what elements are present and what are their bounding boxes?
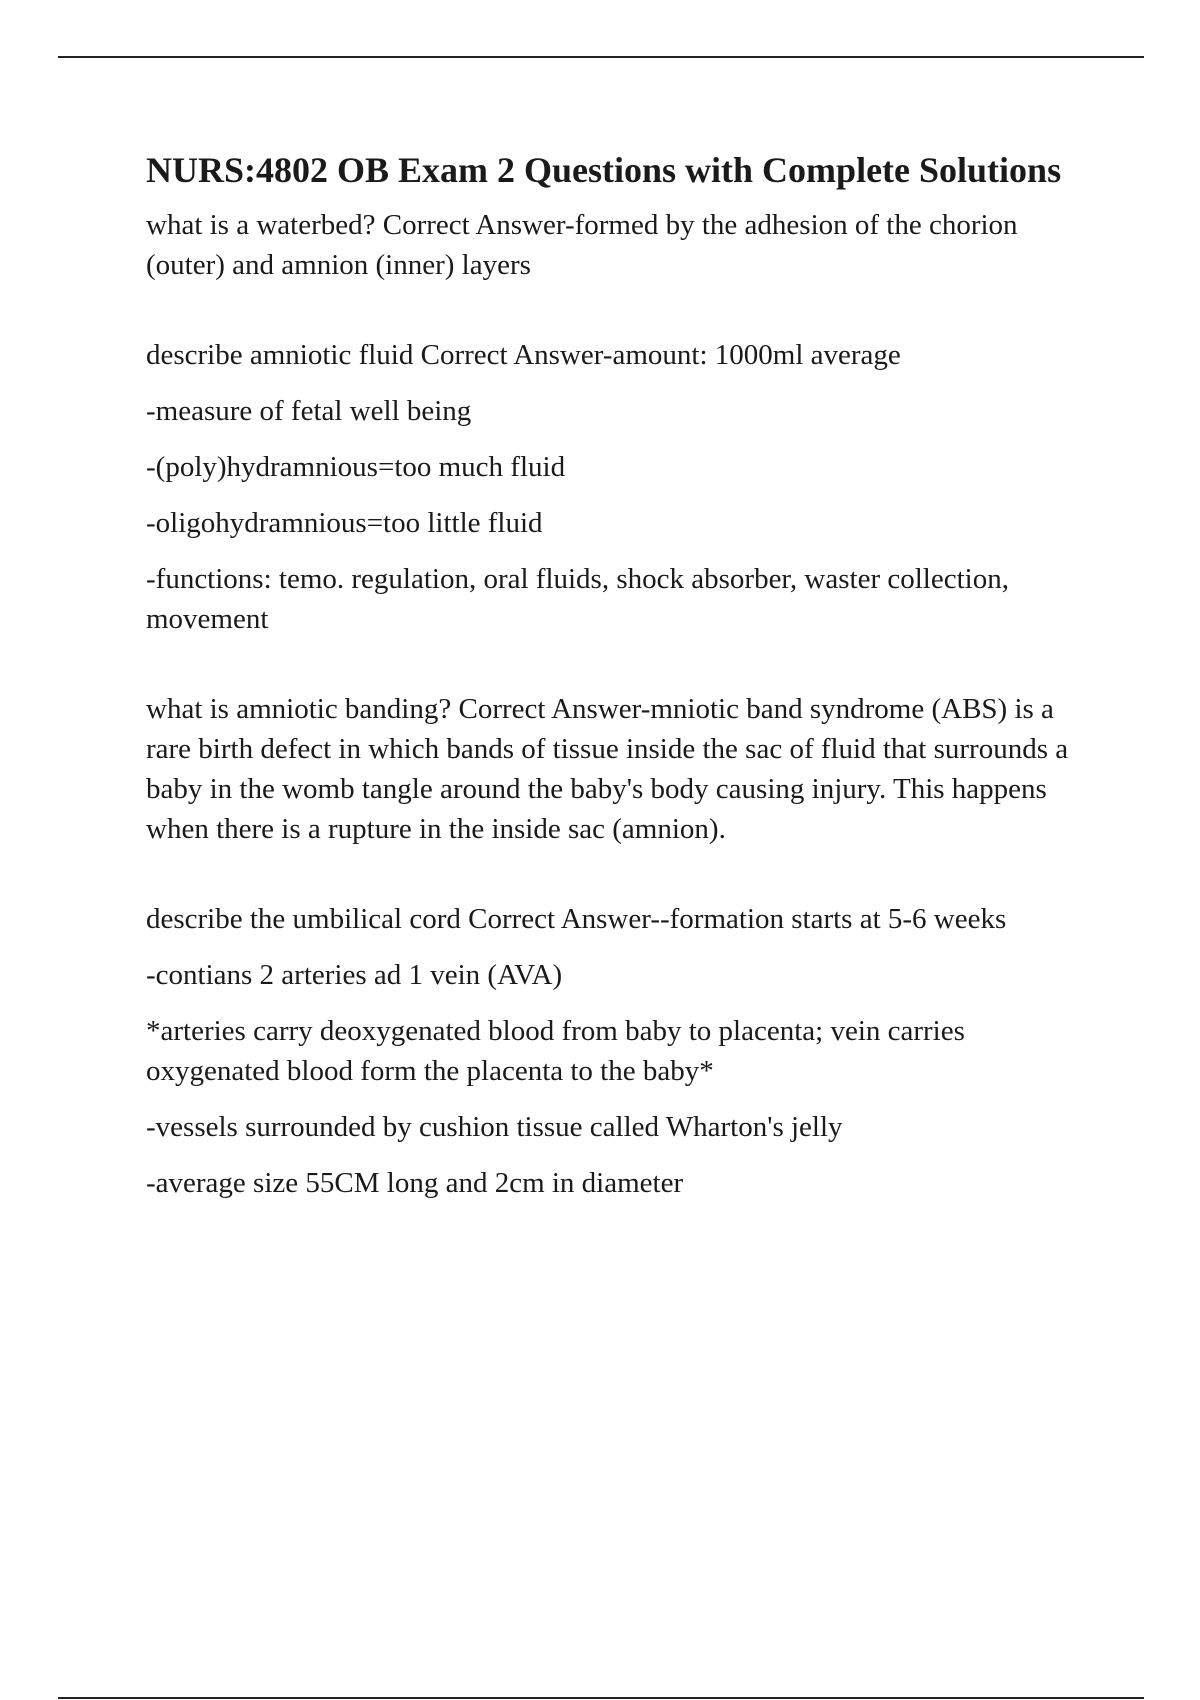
qa-umbilical-cord <box>146 899 1076 1203</box>
top-rule <box>58 56 1144 58</box>
qa-waterbed <box>146 205 1076 285</box>
qa-line: describe the umbilical cord Correct Answer--formation starts at 5-6 weeks <box>146 903 1007 935</box>
qa-line: -vessels surrounded by cushion tissue called Wharton's jelly <box>146 1111 843 1143</box>
qa-line: -contians 2 arteries ad 1 vein (AVA) <box>146 959 563 991</box>
document-body <box>146 146 1076 1219</box>
qa-line: describe amniotic fluid Correct Answer-amount: 1000ml average <box>146 339 901 371</box>
document-title: NURS:4802 OB Exam 2 Questions with Complete Solutions <box>146 150 1062 190</box>
qa-line: -oligohydramnious=too little fluid <box>146 507 543 539</box>
qa-line: -(poly)hydramnious=too much fluid <box>146 451 566 483</box>
qa-line: what is a waterbed? Correct Answer-formed by the adhesion of the chorion (outer) and amnion (inner) layers <box>146 209 1018 281</box>
qa-line: -measure of fetal well being <box>146 395 472 427</box>
qa-amniotic-fluid <box>146 335 1076 639</box>
qa-line: what is amniotic banding? Correct Answer-mniotic band syndrome (ABS) is a rare birth defect in which bands of tissue inside the sac of fluid that surrounds a baby in the womb tangle around the baby's body causing injury. This happens when there is a rupture in the inside sac (amnion). <box>146 693 1069 845</box>
qa-amniotic-banding <box>146 689 1076 849</box>
qa-line: *arteries carry deoxygenated blood from baby to placenta; vein carries oxygenated blood form the placenta to the baby* <box>146 1015 965 1087</box>
bottom-rule <box>58 1697 1144 1699</box>
qa-line: -average size 55CM long and 2cm in diameter <box>146 1167 684 1199</box>
qa-line: -functions: temo. regulation, oral fluids, shock absorber, waster collection, movement <box>146 563 1009 635</box>
